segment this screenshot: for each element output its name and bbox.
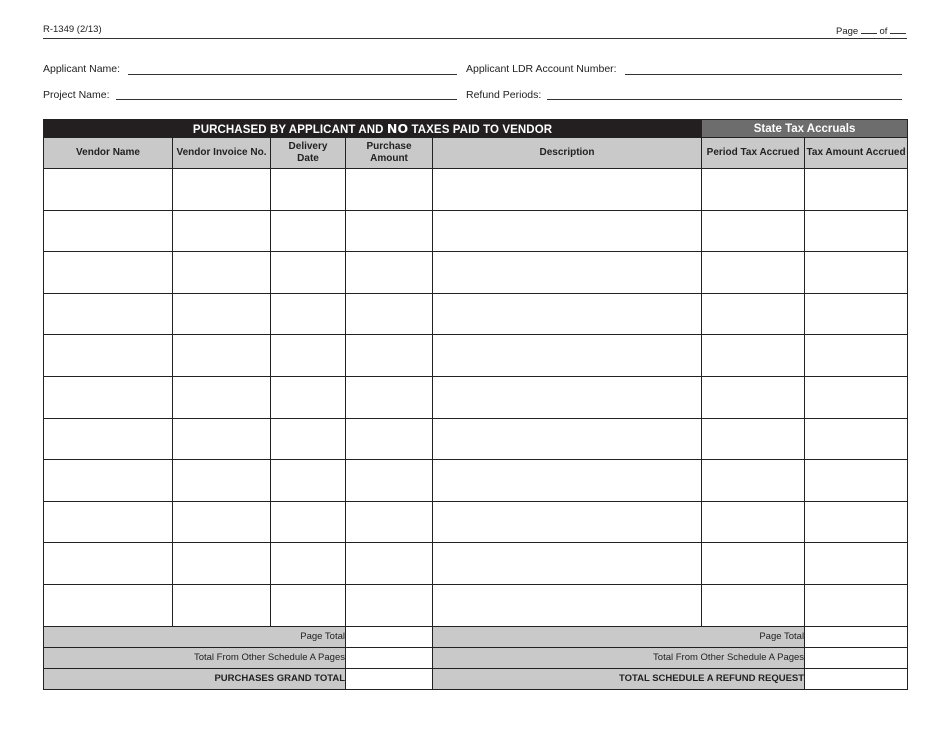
tax-amount-accrued-cell[interactable] <box>805 543 908 585</box>
tax-amount-accrued-cell[interactable] <box>805 584 908 626</box>
total-refund-request-cell[interactable] <box>805 668 908 689</box>
vendor-name-cell[interactable] <box>44 252 173 294</box>
col-vendor-invoice: Vendor Invoice No. <box>173 138 271 169</box>
period-tax-accrued-cell[interactable] <box>702 376 805 418</box>
table-row <box>44 418 908 460</box>
left-page-total-cell[interactable] <box>346 626 433 647</box>
vendor-name-cell[interactable] <box>44 293 173 335</box>
banner-text-no: NO <box>386 121 409 136</box>
delivery-date-cell[interactable] <box>271 418 346 460</box>
applicant-name-field[interactable] <box>128 74 457 75</box>
tax-amount-accrued-cell[interactable] <box>805 501 908 543</box>
tax-amount-accrued-cell[interactable] <box>805 335 908 377</box>
table-row <box>44 210 908 252</box>
banner-text-post: TAXES PAID TO VENDOR <box>408 124 553 136</box>
account-number-field[interactable] <box>625 74 902 75</box>
col-period-tax-accrued: Period Tax Accrued <box>702 138 805 169</box>
refund-periods-field[interactable] <box>547 99 902 100</box>
page-current-blank[interactable] <box>861 24 877 34</box>
vendor-invoice-cell[interactable] <box>173 460 271 502</box>
vendor-name-cell[interactable] <box>44 460 173 502</box>
period-tax-accrued-cell[interactable] <box>702 418 805 460</box>
description-cell[interactable] <box>433 460 702 502</box>
col-description: Description <box>433 138 702 169</box>
description-cell[interactable] <box>433 543 702 585</box>
right-page-total-cell[interactable] <box>805 626 908 647</box>
description-cell[interactable] <box>433 501 702 543</box>
project-name-field[interactable] <box>116 99 457 100</box>
description-cell[interactable] <box>433 293 702 335</box>
period-tax-accrued-cell[interactable] <box>702 169 805 211</box>
vendor-name-cell[interactable] <box>44 335 173 377</box>
page-number <box>836 24 906 37</box>
vendor-invoice-cell[interactable] <box>173 210 271 252</box>
delivery-date-cell[interactable] <box>271 584 346 626</box>
vendor-name-cell[interactable] <box>44 418 173 460</box>
vendor-name-cell[interactable] <box>44 501 173 543</box>
table-row <box>44 460 908 502</box>
purchase-amount-cell[interactable] <box>346 460 433 502</box>
tax-amount-accrued-cell[interactable] <box>805 293 908 335</box>
tax-amount-accrued-cell[interactable] <box>805 252 908 294</box>
tax-amount-accrued-cell[interactable] <box>805 460 908 502</box>
table-row <box>44 335 908 377</box>
table-row <box>44 293 908 335</box>
schedule-table <box>43 119 908 690</box>
vendor-name-cell[interactable] <box>44 584 173 626</box>
page-total-blank[interactable] <box>890 24 906 34</box>
period-tax-accrued-cell[interactable] <box>702 584 805 626</box>
vendor-invoice-cell[interactable] <box>173 584 271 626</box>
description-cell[interactable] <box>433 335 702 377</box>
applicant-name-label: Applicant Name: <box>43 63 121 75</box>
vendor-name-cell[interactable] <box>44 376 173 418</box>
vendor-name-cell[interactable] <box>44 169 173 211</box>
right-other-pages-cell[interactable] <box>805 647 908 668</box>
description-cell[interactable] <box>433 252 702 294</box>
table-row <box>44 543 908 585</box>
right-page-total-label: Page Total <box>433 626 805 647</box>
delivery-date-cell[interactable] <box>271 293 346 335</box>
description-cell[interactable] <box>433 169 702 211</box>
refund-periods-label: Refund Periods: <box>466 89 542 101</box>
right-other-pages-label: Total From Other Schedule A Pages <box>433 647 805 668</box>
purchase-amount-cell[interactable] <box>346 293 433 335</box>
page-label: Page <box>836 26 859 37</box>
left-page-total-label: Page Total <box>44 626 346 647</box>
tax-amount-accrued-cell[interactable] <box>805 169 908 211</box>
description-cell[interactable] <box>433 376 702 418</box>
description-cell[interactable] <box>433 418 702 460</box>
purchase-amount-cell[interactable] <box>346 418 433 460</box>
vendor-invoice-cell[interactable] <box>173 293 271 335</box>
delivery-date-cell[interactable] <box>271 501 346 543</box>
period-tax-accrued-cell[interactable] <box>702 293 805 335</box>
delivery-date-cell[interactable] <box>271 335 346 377</box>
state-tax-accruals-banner: State Tax Accruals <box>702 120 908 138</box>
purchase-amount-cell[interactable] <box>346 584 433 626</box>
vendor-invoice-cell[interactable] <box>173 335 271 377</box>
vendor-invoice-cell[interactable] <box>173 169 271 211</box>
vendor-name-cell[interactable] <box>44 210 173 252</box>
banner-text-pre: PURCHASED BY APPLICANT AND <box>192 124 387 136</box>
vendor-invoice-cell[interactable] <box>173 376 271 418</box>
of-label: of <box>879 26 888 37</box>
account-number-label: Applicant LDR Account Number: <box>466 63 617 75</box>
col-tax-amount-accrued: Tax Amount Accrued <box>805 138 908 169</box>
purchases-grand-total-label: PURCHASES GRAND TOTAL <box>44 668 346 689</box>
vendor-invoice-cell[interactable] <box>173 543 271 585</box>
table-row <box>44 252 908 294</box>
purchase-amount-cell[interactable] <box>346 376 433 418</box>
table-row <box>44 169 908 211</box>
period-tax-accrued-cell[interactable] <box>702 335 805 377</box>
purchase-amount-cell[interactable] <box>346 252 433 294</box>
left-other-pages-cell[interactable] <box>346 647 433 668</box>
table-row <box>44 376 908 418</box>
col-delivery-date: Delivery Date <box>271 138 346 169</box>
period-tax-accrued-cell[interactable] <box>702 252 805 294</box>
purchases-grand-total-cell[interactable] <box>346 668 433 689</box>
vendor-invoice-cell[interactable] <box>173 501 271 543</box>
period-tax-accrued-cell[interactable] <box>702 501 805 543</box>
delivery-date-cell[interactable] <box>271 210 346 252</box>
purchases-banner <box>44 120 702 138</box>
project-name-label: Project Name: <box>43 89 110 101</box>
description-cell[interactable] <box>433 584 702 626</box>
header-rule <box>43 38 907 39</box>
purchase-amount-cell[interactable] <box>346 169 433 211</box>
purchase-amount-cell[interactable] <box>346 335 433 377</box>
period-tax-accrued-cell[interactable] <box>702 543 805 585</box>
col-purchase-amount: Purchase Amount <box>346 138 433 169</box>
delivery-date-cell[interactable] <box>271 376 346 418</box>
tax-amount-accrued-cell[interactable] <box>805 376 908 418</box>
delivery-date-cell[interactable] <box>271 252 346 294</box>
vendor-invoice-cell[interactable] <box>173 252 271 294</box>
total-refund-request-label: TOTAL SCHEDULE A REFUND REQUEST <box>433 668 805 689</box>
purchase-amount-cell[interactable] <box>346 501 433 543</box>
tax-amount-accrued-cell[interactable] <box>805 418 908 460</box>
delivery-date-cell[interactable] <box>271 543 346 585</box>
col-vendor-name: Vendor Name <box>44 138 173 169</box>
purchase-amount-cell[interactable] <box>346 543 433 585</box>
vendor-invoice-cell[interactable] <box>173 418 271 460</box>
table-row <box>44 584 908 626</box>
vendor-name-cell[interactable] <box>44 543 173 585</box>
tax-amount-accrued-cell[interactable] <box>805 210 908 252</box>
form-id: R-1349 (2/13) <box>43 24 102 35</box>
period-tax-accrued-cell[interactable] <box>702 460 805 502</box>
delivery-date-cell[interactable] <box>271 460 346 502</box>
delivery-date-cell[interactable] <box>271 169 346 211</box>
table-row <box>44 501 908 543</box>
description-cell[interactable] <box>433 210 702 252</box>
period-tax-accrued-cell[interactable] <box>702 210 805 252</box>
purchase-amount-cell[interactable] <box>346 210 433 252</box>
left-other-pages-label: Total From Other Schedule A Pages <box>44 647 346 668</box>
